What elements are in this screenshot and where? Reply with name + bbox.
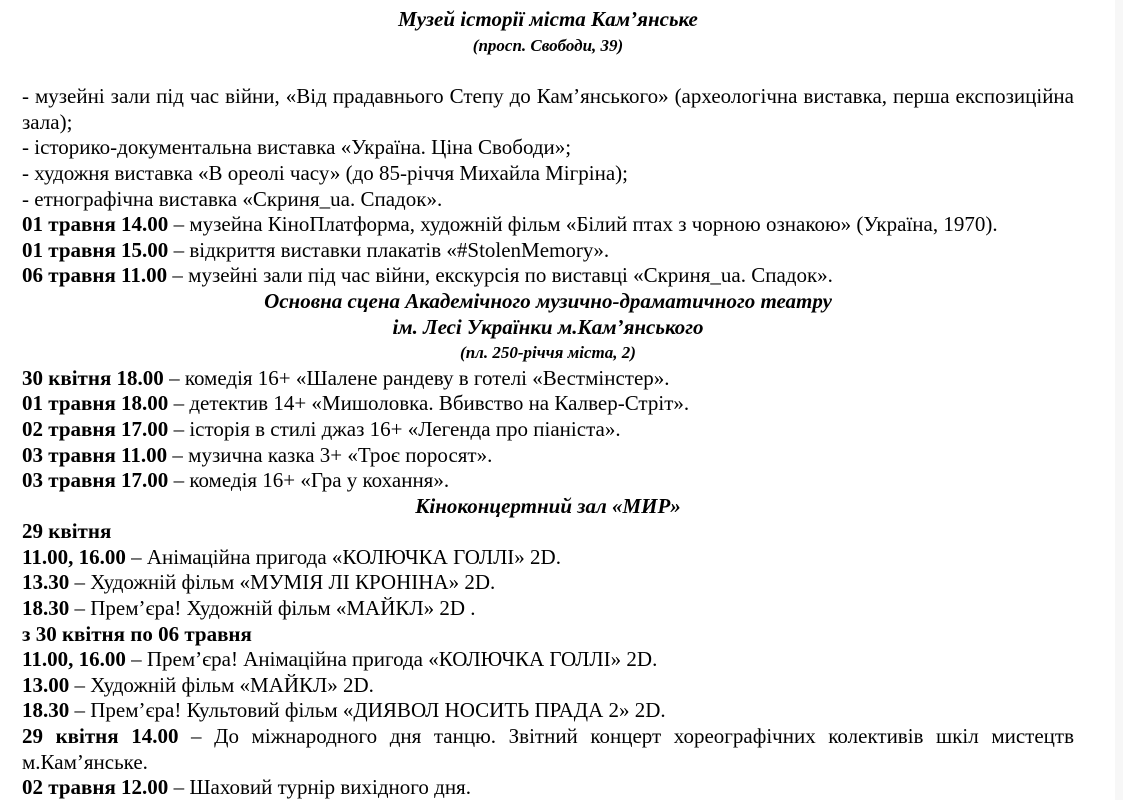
museum-item: - музейні зали під час війни, «Від прадавнього Степу до Кам’янського» (археологічна виставка, перша експозиційна зала); (22, 84, 1074, 134)
cinema-session (22, 596, 1074, 622)
session-text: – Художній фільм «МУМІЯ ЛІ КРОНІНА» 2D. (69, 570, 496, 595)
event-text: – Шаховий турнір вихідного дня. (168, 775, 471, 800)
day-heading-text: 29 квітня (22, 519, 112, 544)
event-text: – До міжнародного дня танцю. Звітний концерт хореографічних колективів шкіл мистецтв м.Кам’янське. (22, 724, 1074, 774)
museum-item: - історико-документальна виставка «Україна. Ціна Свободи»; (22, 135, 572, 160)
session-text: – Прем’єра! Художній фільм «МАЙКЛ» 2D . (69, 596, 476, 621)
theatre-title-line2: ім. Лесі Українки м.Кам’янського (392, 314, 704, 339)
event-text: – відкриття виставки плакатів «#StolenMemory». (168, 237, 610, 262)
event-date: 29 квітня 14.00 (22, 724, 179, 749)
theatre-title-line1: Основна сцена Академічного музично-драматичного театру (264, 288, 832, 313)
session-time: 11.00, 16.00 (22, 647, 126, 672)
theatre-event (22, 391, 1074, 417)
spacer (22, 58, 1074, 84)
event-date: 30 квітня 18.00 (22, 365, 164, 390)
session-time: 18.30 (22, 698, 70, 723)
cinema-title: Кіноконцертний зал «МИР» (415, 493, 681, 518)
event-date: 02 травня 12.00 (22, 775, 169, 800)
session-time: 18.30 (22, 596, 70, 621)
session-time: 11.00, 16.00 (22, 544, 126, 569)
day-heading-text: з 30 квітня по 06 травня (22, 621, 252, 646)
session-time: 13.00 (22, 672, 70, 697)
event-date: 01 травня 15.00 (22, 237, 169, 262)
session-text: – Художній фільм «МАЙКЛ» 2D. (69, 672, 374, 697)
cinema-session (22, 545, 1074, 571)
event-date: 03 травня 11.00 (22, 442, 168, 467)
theatre-event (22, 468, 1074, 494)
museum-title: Музей історії міста Кам’янське (398, 7, 698, 31)
cinema-event (22, 775, 1074, 800)
theatre-event (22, 417, 1074, 443)
session-text: – Прем’єра! Анімаційна пригода «КОЛЮЧКА ГОЛЛІ» 2D. (125, 647, 658, 672)
event-text: – музейна КіноПлатформа, художній фільм «Білий птах з чорною ознакою» (Україна, 1970). (168, 212, 998, 237)
cinema-session (22, 570, 1074, 596)
theatre-address: (пл. 250-річчя міста, 2) (460, 343, 636, 363)
museum-event (22, 263, 1074, 289)
museum-event (22, 238, 1074, 264)
cinema-event (22, 724, 1074, 775)
cinema-session (22, 647, 1074, 673)
theatre-event (22, 443, 1074, 469)
event-text: – музична казка 3+ «Троє поросят». (167, 442, 493, 467)
document-body (22, 7, 1074, 800)
session-time: 13.30 (22, 570, 70, 595)
event-date: 03 травня 17.00 (22, 468, 169, 493)
session-text: – Прем’єра! Культовий фільм «ДИЯВОЛ НОСИТЬ ПРАДА 2» 2D. (69, 698, 666, 723)
museum-item: - етнографічна виставка «Скриня_ua. Спадок». (22, 186, 443, 211)
event-date: 06 травня 11.00 (22, 263, 168, 288)
event-date: 02 травня 17.00 (22, 416, 169, 441)
museum-address: (просп. Свободи, 39) (472, 35, 624, 55)
cinema-session (22, 673, 1074, 699)
museum-event (22, 212, 1074, 238)
event-date: 01 травня 14.00 (22, 212, 169, 237)
event-text: – музейні зали під час війни, екскурсія по виставці «Скриня_ua. Спадок». (167, 263, 833, 288)
event-text: – детектив 14+ «Мишоловка. Вбивство на Калвер-Стріт». (168, 391, 690, 416)
event-text: – комедія 16+ «Шалене рандеву в готелі «Вестмінстер». (163, 365, 670, 390)
session-text: – Анімаційна пригода «КОЛЮЧКА ГОЛЛІ» 2D. (125, 544, 561, 569)
event-text: – історія в стилі джаз 16+ «Легенда про піаніста». (168, 416, 621, 441)
event-date: 01 травня 18.00 (22, 391, 169, 416)
event-text: – комедія 16+ «Гра у кохання». (168, 468, 450, 493)
cinema-session (22, 698, 1074, 724)
scrollbar-track[interactable] (1115, 0, 1123, 800)
museum-item: - художня виставка «В ореолі часу» (до 85-річчя Михайла Мігріна); (22, 160, 628, 185)
cinema-day-heading (22, 519, 1074, 545)
theatre-event (22, 366, 1074, 392)
cinema-day-heading (22, 622, 1074, 648)
